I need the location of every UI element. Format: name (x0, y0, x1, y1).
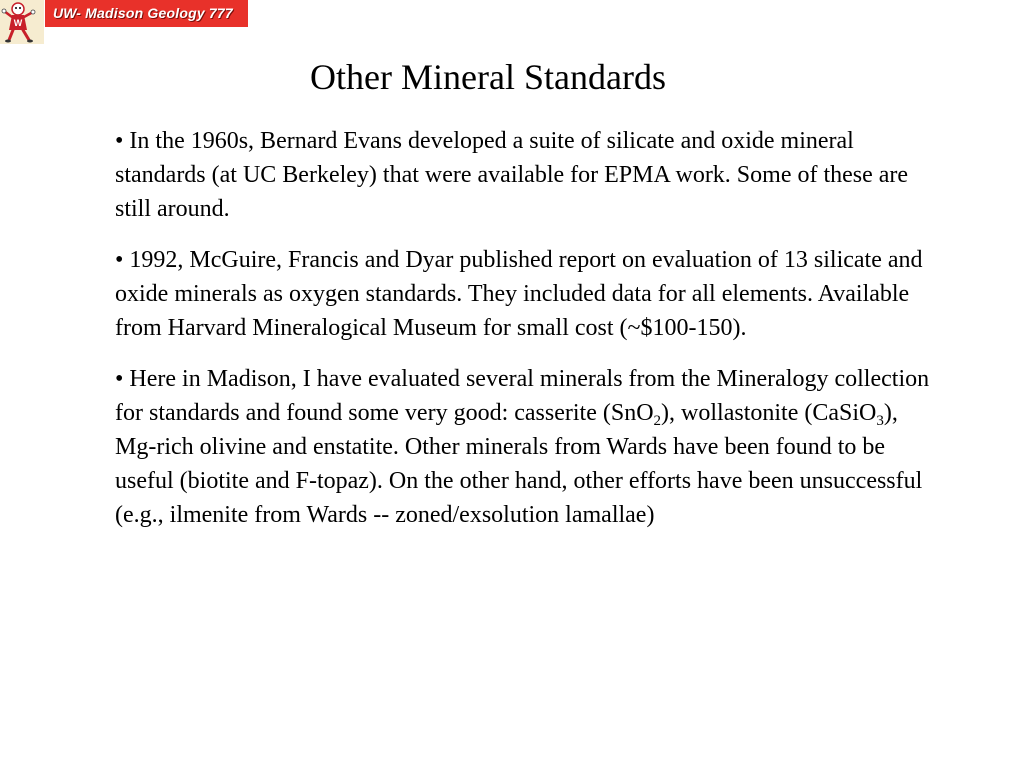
bullet-text: In the 1960s, Bernard Evans developed a suite of silicate and oxide mineral standards (at UC Berkeley) that were available for EPMA work. Some of these are still around. (115, 128, 909, 222)
course-banner: UW- Madison Geology 777 (45, 0, 248, 27)
bullet-text-part: ), Mg-rich olivine and enstatite. Other minerals from Wards have been found to be useful (biotite and F-topaz). On the other hand, other efforts have been unsuccessful (e.g., ilmenite from Wards -- zoned/exsolution lamallae) (115, 400, 923, 528)
subscript-two: 2 (653, 413, 662, 429)
bullet-marker: • (115, 128, 124, 154)
bullet-text-part: Here in Madison, I have evaluated several minerals from the Mineralogy collection for standards and found some very good: casserite (SnO (115, 366, 930, 426)
badger-logo-icon (0, 0, 44, 44)
bullet-marker: • (115, 366, 124, 392)
svg-text:W: W (13, 18, 23, 28)
bullet-marker: • (115, 247, 124, 273)
subscript-three: 3 (876, 413, 884, 429)
bullet-text-part: ), wollastonite (CaSiO (661, 400, 877, 426)
bullet-item-evans (115, 124, 945, 226)
bullet-item-madison (115, 362, 945, 532)
bullet-item-mcguire (115, 243, 945, 345)
slide-title: Other Mineral Standards (310, 57, 666, 97)
bullet-list (115, 124, 945, 549)
badger-logo-graphic (0, 0, 44, 44)
bullet-text: 1992, McGuire, Francis and Dyar published report on evaluation of 13 silicate and oxide minerals as oxygen standards. They included data for all elements. Available from Harvard Mineralogical Museum for small cost (~$100-150). (115, 247, 923, 341)
